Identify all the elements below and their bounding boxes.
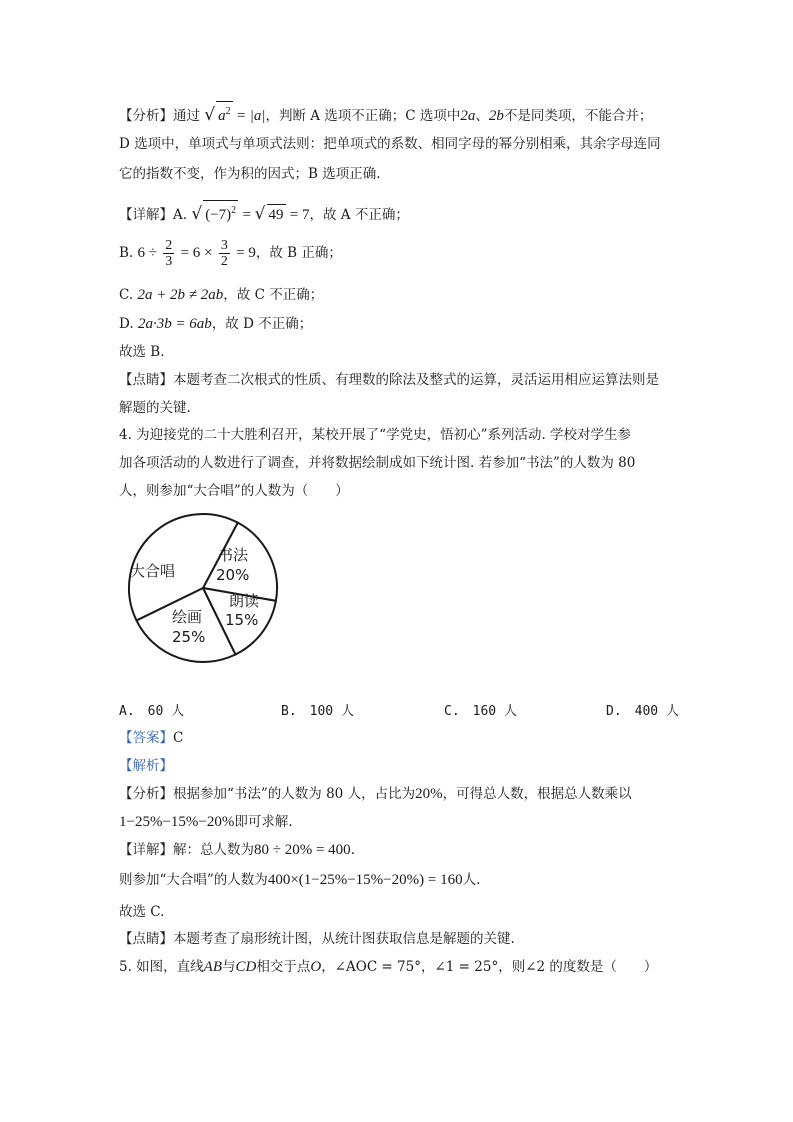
slice-label-shufa: 书法 [218, 546, 249, 564]
text: 、 [475, 108, 489, 124]
q4-analysis-line-2 [119, 812, 293, 832]
slice-pct-shufa: 20% [216, 566, 250, 584]
text: 相交于点 [256, 959, 311, 975]
text: 解：总人数为 [173, 842, 254, 858]
comment-tag: 【点睛】 [119, 372, 173, 388]
equals-6-times: = 6 × [180, 245, 213, 261]
answer-line [119, 728, 183, 748]
q4-analysis-line-1 [119, 784, 632, 804]
analysis-tag: 【分析】 [119, 786, 173, 802]
detail-line-a [119, 200, 409, 225]
radical-sign: √ [191, 204, 203, 224]
math-expr: 400×(1−25%−15%−20%) = 160 [267, 872, 463, 888]
option-d: D. 400 人 [606, 704, 679, 719]
text: ，故 D 不正确； [211, 316, 313, 332]
math-expr: 80 ÷ 20% = 400 [254, 842, 351, 858]
option-label: B. [119, 245, 134, 261]
comment-line-2: 解题的关键. [119, 400, 191, 416]
math-expr: 2a + 2b ≠ 2ab [137, 287, 224, 303]
slice-label-dahechang: 大合唱 [130, 562, 176, 580]
equals: = [236, 108, 246, 124]
text: 则参加“大合唱”的人数为 [119, 872, 268, 888]
detail-tag: 【详解】 [119, 842, 173, 858]
slice-label-huihua: 绘画 [172, 608, 203, 626]
text: 根据参加“书法”的人数为 80 人，占比为 [173, 786, 416, 802]
fraction-3-2: $\frac{3}{2}$ [220, 238, 228, 269]
equals: = [242, 207, 255, 223]
text: 不是同类项，不能合并； [503, 108, 653, 124]
option-b: B. 100 人 [281, 704, 354, 719]
analysis-line-2: D 选项中，单项式与单项式法则：把单项式的系数、相同字母的幂分别相乘，其余字母连同 [119, 136, 661, 152]
radical-sign: √ [254, 204, 266, 224]
q4-detail-line-1 [119, 840, 355, 860]
question-5-line-1 [119, 957, 657, 977]
analysis-tag: 【分析】 [119, 108, 173, 124]
question-4-line-3: 人，则参加“大合唱”的人数为（ ） [119, 483, 349, 499]
text: ，判断 A 选项不正确；C 选项中 [265, 108, 461, 124]
q4-detail-line-2 [119, 870, 480, 890]
text: 5. 如图，直线 [119, 959, 204, 975]
math-2b: 2b [488, 108, 504, 124]
detail-line-b [119, 238, 342, 269]
option-label: A. [173, 207, 188, 223]
text: 通过 [173, 108, 200, 124]
detail-tag: 【详解】 [119, 207, 173, 223]
text: 与 [222, 959, 236, 975]
math-20pct: 20% [415, 786, 443, 802]
explanation-tag: 【解析】 [119, 758, 173, 774]
text: ，可得总人数，根据总人数乘以 [442, 786, 632, 802]
equals-7: = 7 [289, 207, 310, 223]
fraction-2-3: $\frac{2}{3}$ [165, 238, 173, 269]
math-2a: 2a [460, 108, 476, 124]
answer-tag: 【答案】 [119, 730, 173, 746]
pie-chart [120, 510, 290, 670]
choose-b: 故选 B. [119, 344, 165, 360]
text: 本题考查了扇形统计图，从统计图获取信息是解题的关键. [173, 931, 515, 947]
slice-pct-langdu: 15% [225, 611, 259, 629]
analysis-line-3: 它的指数不变，作为积的因式；B 选项正确. [119, 166, 381, 182]
six-divide: 6 ÷ [137, 245, 157, 261]
comment-tag: 【点睛】 [119, 931, 173, 947]
question-4-line-2: 加各项活动的人数进行了调查，并将数据绘制成如下统计图. 若参加“书法”的人数为 80 [119, 455, 636, 471]
detail-line-d [119, 314, 312, 334]
math-ab: AB [203, 959, 222, 975]
math-expr: 2a·3b = 6ab [137, 316, 212, 332]
choose-c: 故选 C. [119, 904, 165, 920]
detail-line-c [119, 285, 323, 305]
math-expr: 1−25%−15%−20% [119, 814, 235, 830]
text: 人. [462, 872, 481, 888]
text: ，故 C 不正确； [223, 287, 324, 303]
math-o: O [310, 959, 322, 975]
equals-9: = 9 [236, 245, 256, 261]
q4-comment [119, 929, 515, 949]
abs-a: |a| [249, 108, 266, 124]
text: ，故 A 不正确； [309, 207, 409, 223]
question-4-line-1: 4. 为迎接党的二十大胜利召开，某校开展了“学党史，悟初心”系列活动. 学校对学生参 [119, 427, 632, 443]
slice-pct-huihua: 25% [172, 628, 206, 646]
sqrt-neg7-squared: $(-7)^2$ [203, 200, 238, 225]
comment-line-1 [119, 370, 659, 390]
sqrt-a-squared: $a^2$ [216, 101, 233, 126]
option-a: A. 60 人 [119, 704, 185, 719]
sqrt-49: 49 [267, 204, 286, 225]
text: 即可求解. [234, 814, 293, 830]
option-label: C. [119, 287, 134, 303]
radical-sign: √ [204, 105, 216, 125]
text: 本题考查二次根式的性质、有理数的除法及整式的运算，灵活运用相应运算法则是 [173, 372, 659, 388]
option-label: D. [119, 316, 134, 332]
analysis-line-1 [119, 101, 652, 126]
math-cd: CD [235, 959, 257, 975]
text: ，∠AOC = 75°，∠1 = 25°，则∠2 的度数是（ ） [321, 959, 658, 975]
option-c: C. 160 人 [444, 704, 517, 719]
text: ，故 B 正确； [255, 245, 342, 261]
text: . [350, 842, 355, 858]
slice-label-langdu: 朗读 [229, 592, 260, 610]
answer-value: C [173, 730, 184, 746]
